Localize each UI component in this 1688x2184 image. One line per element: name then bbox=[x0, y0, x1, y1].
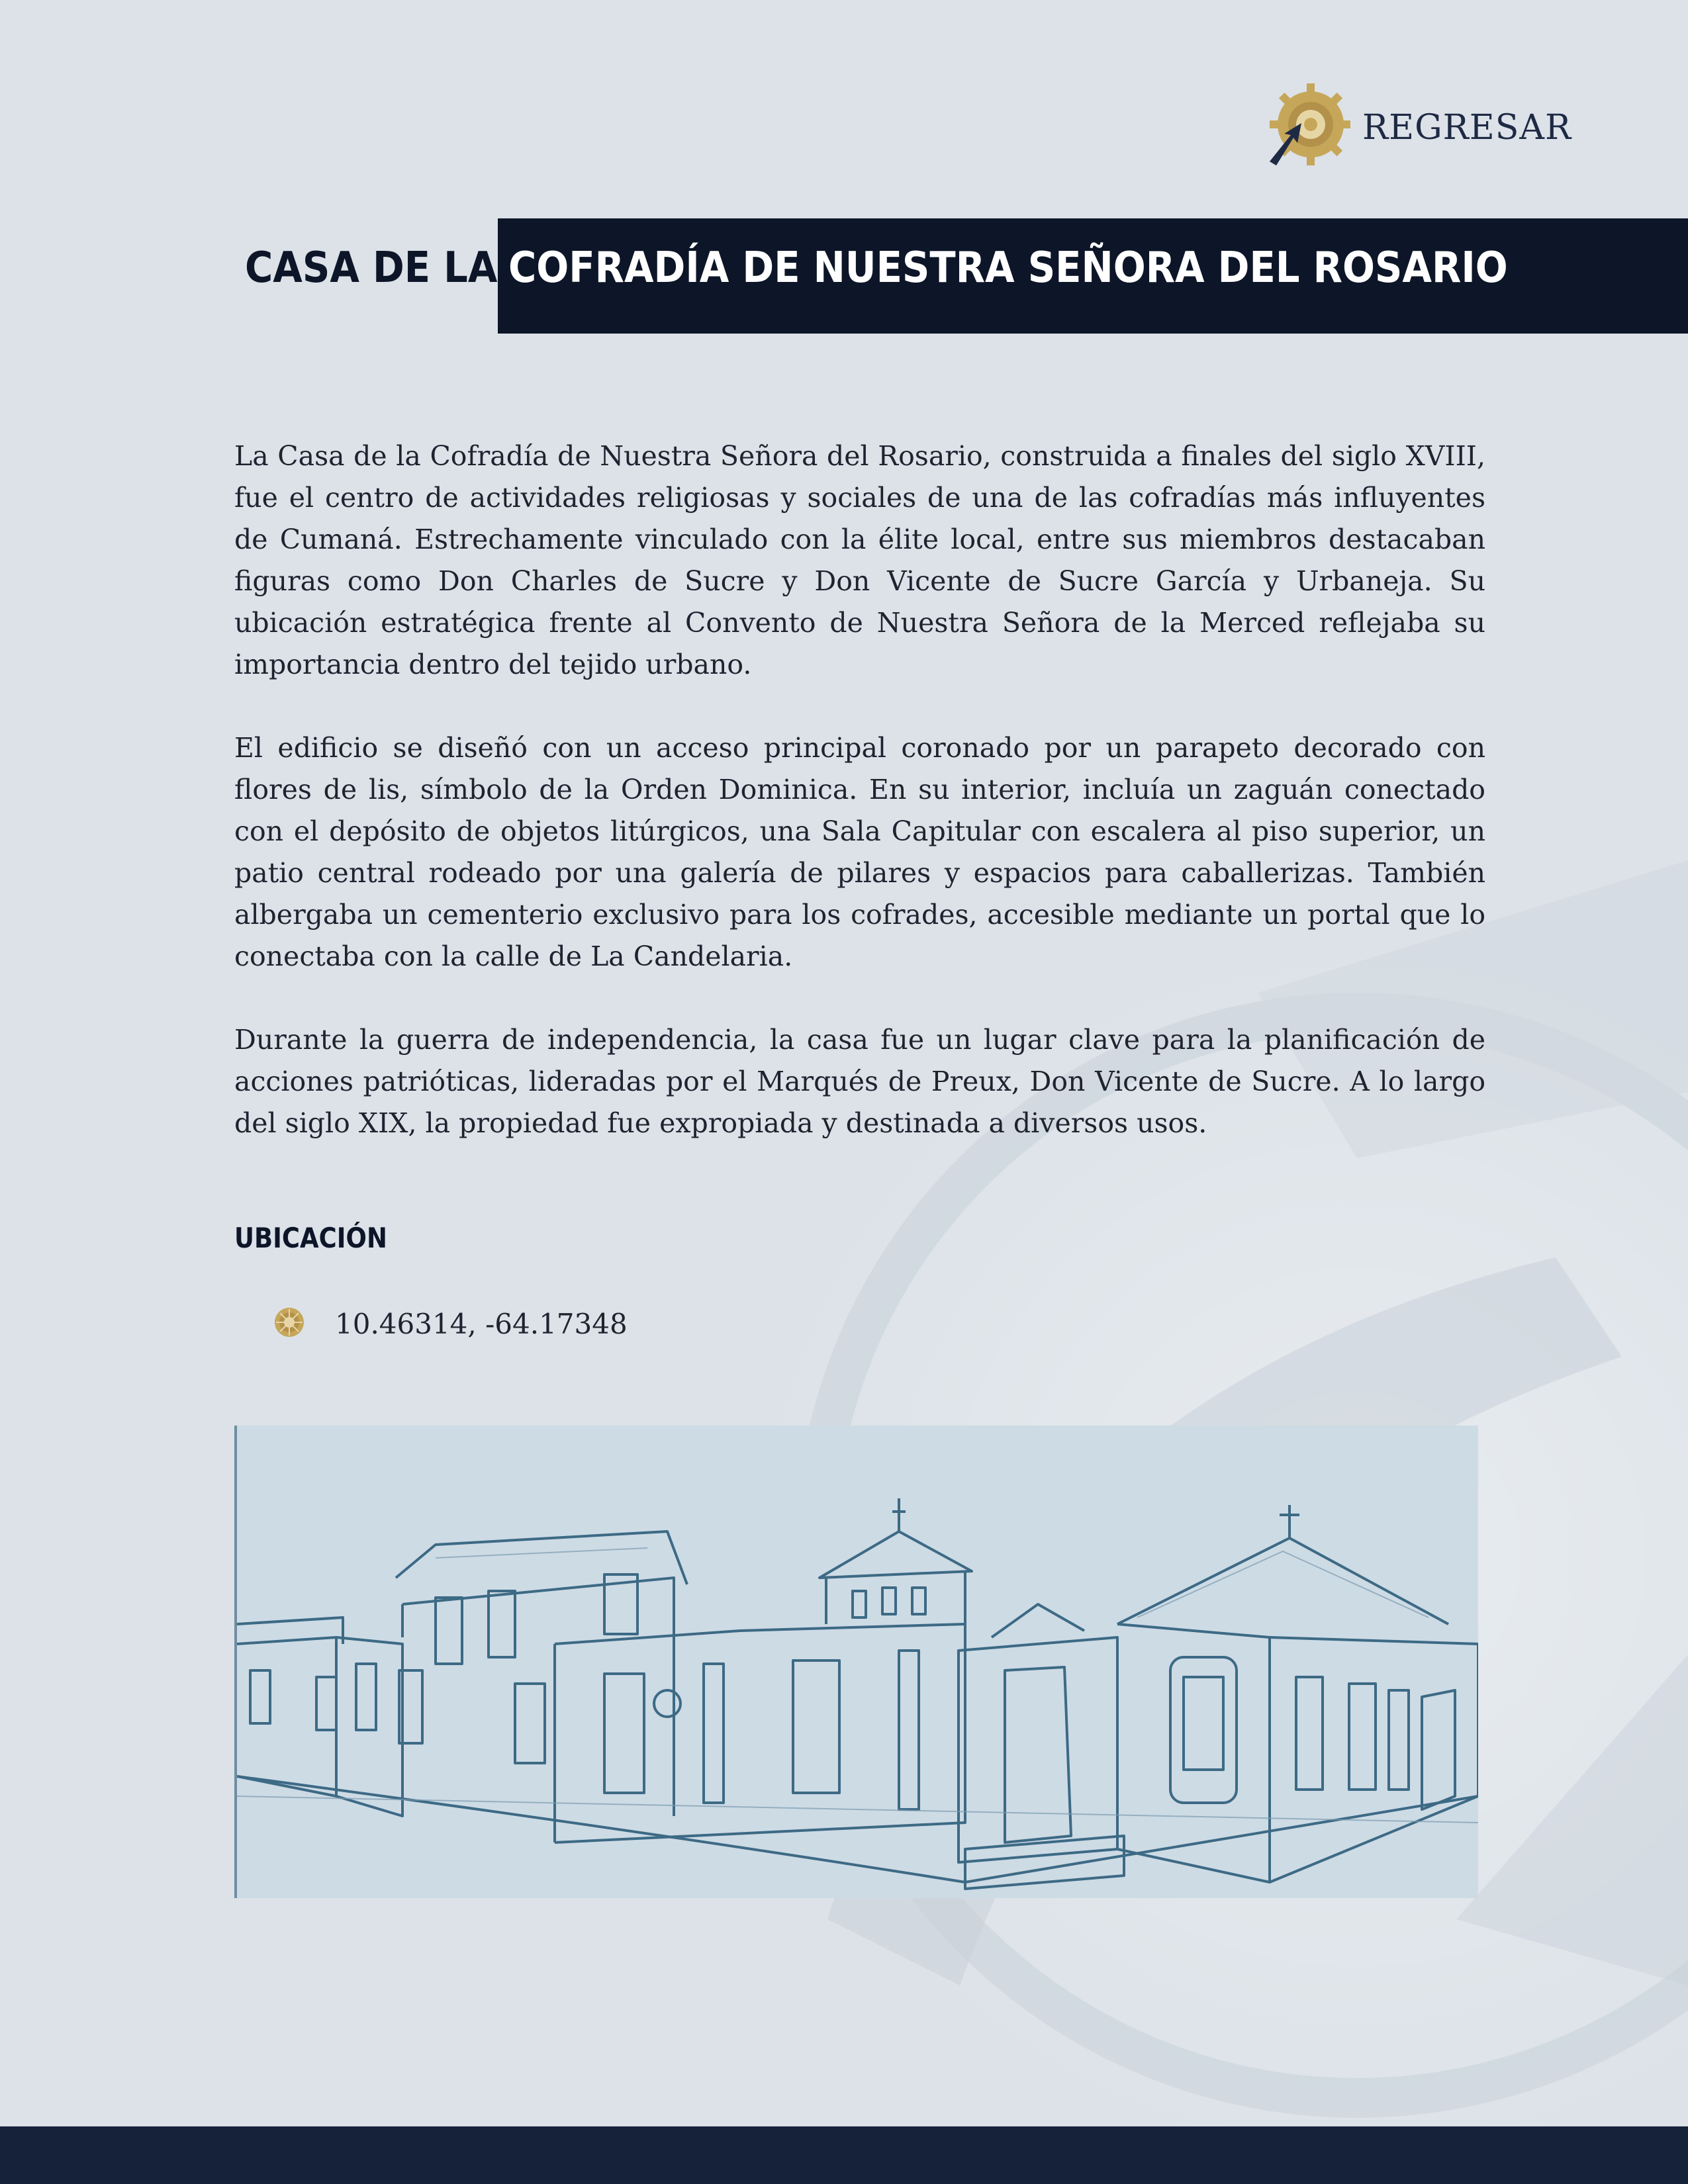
paragraph: La Casa de la Cofradía de Nuestra Señora del Rosario, construida a finales del siglo XVIII, fue el centro de actividades religiosas y sociales de una de las cofradías más influyentes de Cumaná. Estrechamente vinculado con la élite local, entre sus miembros destacaban figuras como Don Charles de Sucre y Don Vicente de Sucre García y Urbaneja. Su ubicación estratégica frente al Convento de Nuestra Señora de la Merced reflejaba su importancia dentro del tejido urbano. bbox=[234, 440, 1485, 680]
paragraph: Durante la guerra de independencia, la casa fue un lugar clave para la planificación de acciones patrióticas, lideradas por el Marqués de Preux, Don Vicente de Sucre. A lo largo del siglo XIX, la propiedad fue expropiada y destinada a diversos usos. bbox=[234, 1024, 1485, 1139]
gear-marker-icon bbox=[273, 1306, 306, 1342]
location-coordinates: 10.46314, -64.17348 bbox=[335, 1307, 628, 1340]
page-title-prefix: CASA DE LA bbox=[245, 244, 498, 293]
back-link[interactable] bbox=[1264, 85, 1571, 171]
back-link-label: REGRESAR bbox=[1362, 108, 1572, 148]
building-sketch-image bbox=[234, 1426, 1478, 1898]
footer-bar bbox=[0, 2126, 1688, 2184]
location-heading: UBICACIÓN bbox=[234, 1222, 387, 1254]
article-body bbox=[234, 435, 1485, 1186]
page-title-main: COFRADÍA DE NUESTRA SEÑORA DEL ROSARIO bbox=[508, 244, 1508, 293]
location-row bbox=[273, 1302, 628, 1345]
paragraph: El edificio se diseñó con un acceso principal coronado por un parapeto decorado con flores de lis, símbolo de la Orden Dominica. En su interior, incluía un zaguán conectado con el depósito de objetos litúrgicos, una Sala Capitular con escalera al piso superior, un patio central rodeado por una galería de pilares y espacios para caballerizas. También albergaba un cementerio exclusivo para los cofrades, accesible mediante un portal que lo conectaba con la calle de La Candelaria. bbox=[234, 732, 1485, 972]
gear-cursor-icon bbox=[1264, 83, 1350, 172]
